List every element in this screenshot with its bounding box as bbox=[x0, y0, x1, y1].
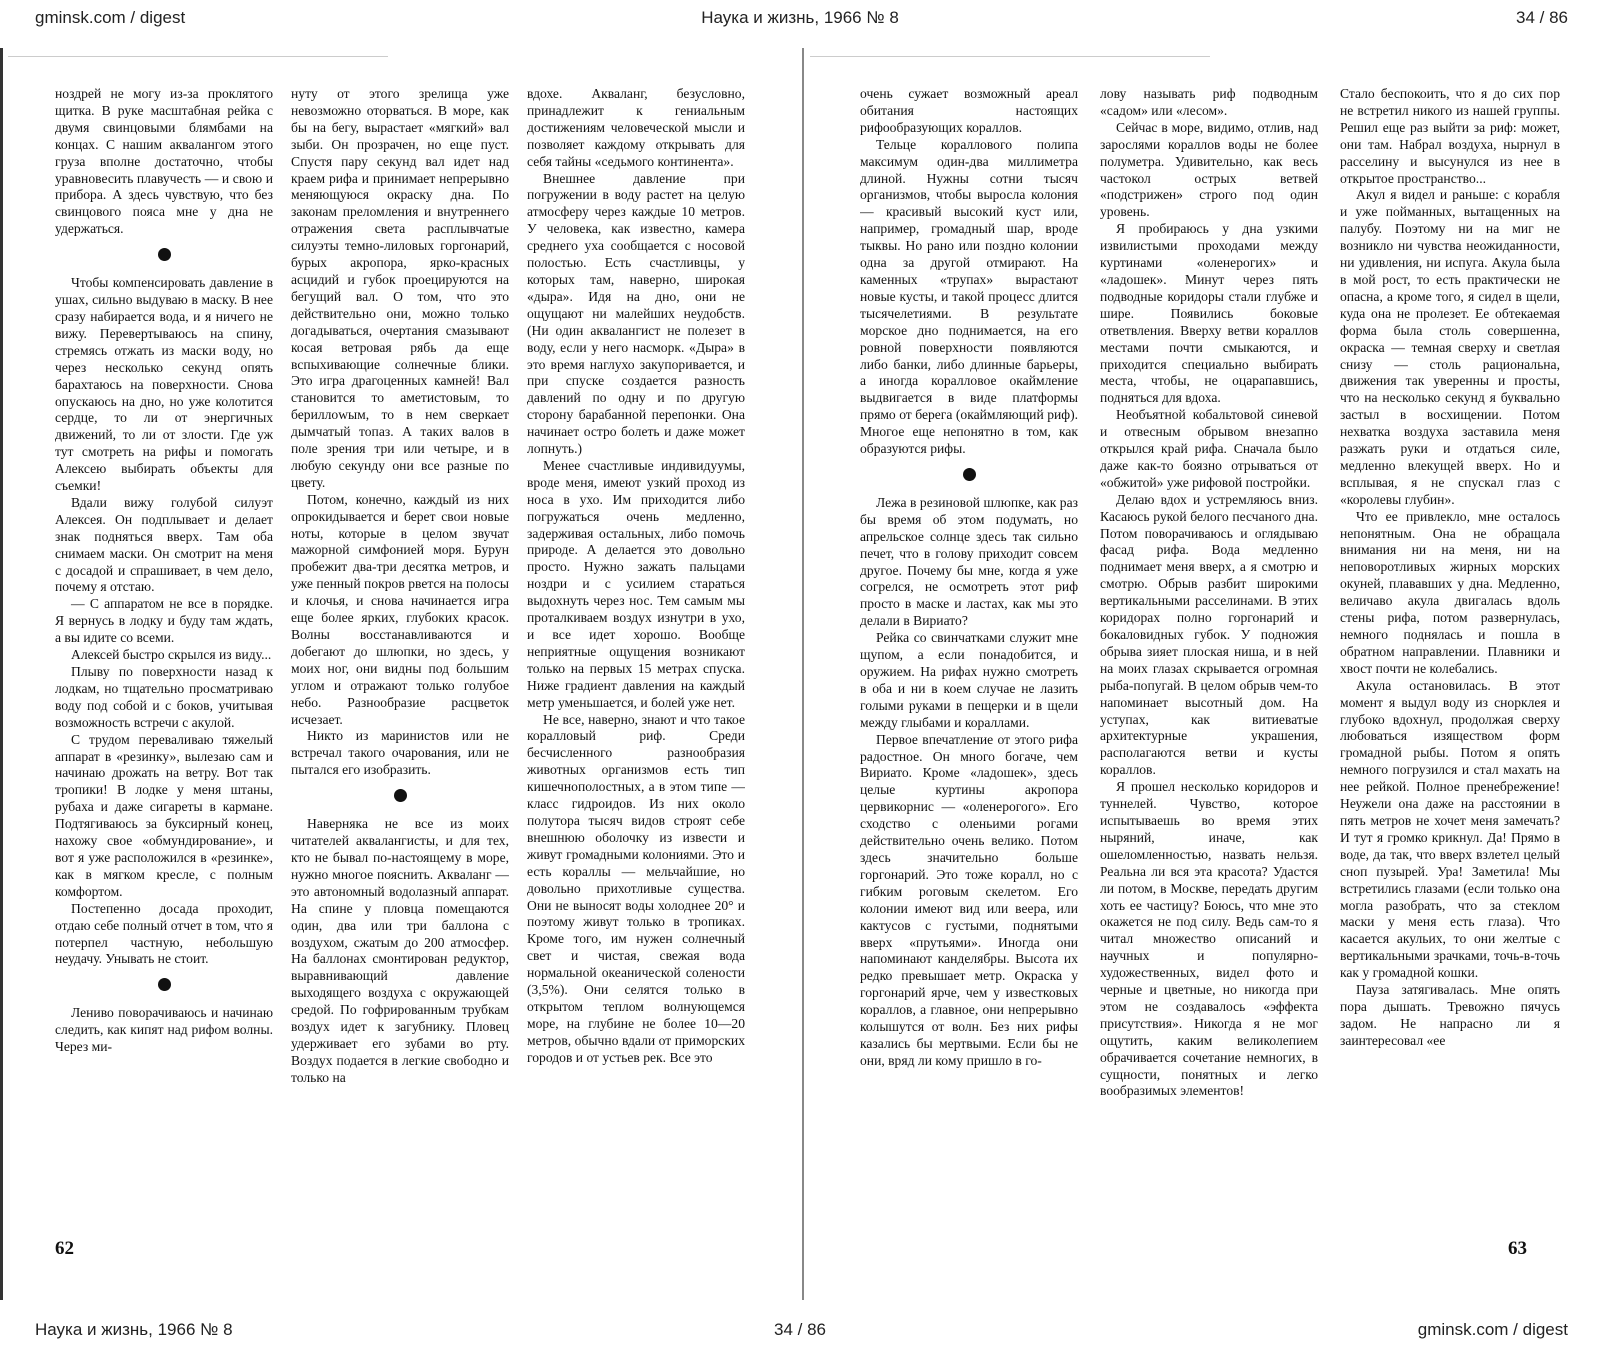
article-paragraph: Необъятной кобальтовой синевой и отвесным обрывом внезапно открылся край рифа. Сначала было даже как-то боязно отрываться от «обжитой» уже рифовой постройки. bbox=[1100, 407, 1318, 490]
article-paragraph: Лениво поворачиваюсь и начинаю следить, как кипят над рифом волны. Через ми- bbox=[55, 1005, 273, 1055]
article-paragraph: Тельце кораллового полипа максимум один-два миллиметра длиной. Нужны сотни тысяч организмов, чтобы выросла колония — красивый высокий куст или, например, громадный шар, вроде тыквы. Но рано или поздно колонии одна за другой отмирают. На каменных «трупах» вырастают новые кусты, и такой процесс длится тысячелетиями. В результате морское дно поднимается, на его ровной поверхности появляются либо банки, либо длинные барьеры, а иногда коралловое окаймление выдвигается в виде платформы прямо от берега (окаймляющий риф). Многое еще непонятно в том, как образуются рифы. bbox=[860, 136, 1078, 457]
section-bullet bbox=[963, 468, 976, 481]
header-site-link[interactable]: gminsk.com / digest bbox=[35, 8, 186, 27]
article-paragraph: Я прошел несколько коридоров и туннелей. Чувство, которое испытываешь во время этих ныряний, иначе, как ошеломленностью, назвать нельзя. Реальна ли вся эта красота? Удастся ли потом, в Москве, передать другим хоть ее частицу? Боюсь, что мне это окажется не под силу. Ведь сам-то я читал множество описаний и научных и популярно-художественных, видел фото и черные и цветные, но никогда при этом не создавалось «эффекта присутствия». Никогда я не мог ощутить, каким великолепием обрачивается сочетание немногих, в сущности, понятных и легко вообразимых элементов! bbox=[1100, 779, 1318, 1099]
footer-site-link[interactable]: gminsk.com / digest bbox=[1417, 1320, 1568, 1339]
section-bullet bbox=[158, 248, 171, 261]
article-paragraph: Менее счастливые индивидуумы, вроде меня, имеют узкий проход из носа в ухо. Им приходится либо погружаться очень медленно, задерживая остальных, либо помочь природе. А делается это довольно просто. Нужно зажать пальцами ноздри и с усилием стараться выдохнуть через нос. Тем самым мы проталкиваем воздух изнутри в ухо, и все идет хорошо. Вообще неприятные ощущения возникают только на первых 15 метрах спуска. Ниже градиент давления на каждый метр уменьшается, и болей уже нет. bbox=[527, 457, 745, 710]
article-paragraph: вдохе. Акваланг, безусловно, принадлежит к гениальным достижениям человеческой мысли и позволяет каждому открывать для себя тайны «седьмого континента». bbox=[527, 86, 745, 169]
article-paragraph: Плыву по поверхности назад к лодкам, но тщательно просматриваю воду под собой и с боков, учитывая возможность встречи с акулой. bbox=[55, 664, 273, 730]
article-paragraph: лову называть риф подводным «садом» или «лесом». bbox=[1100, 86, 1318, 118]
section-bullet bbox=[158, 978, 171, 991]
header-document-title: Наука и жизнь, 1966 № 8 bbox=[701, 8, 899, 27]
page-header bbox=[0, 0, 1600, 36]
article-paragraph: Первое впечатление от этого рифа радостное. Он много богаче, чем Вириато. Кроме «ладошек», здесь целые куртины акропора цервикорнис — «оленерогого». Его сходство с оленьими рогами действительно очень велико. Потом здесь значительно больше горгонарий. Это тоже коралл, но с гибким роговым скелетом. Его колонии имеют вид или веера, или кактусов с густыми, поднятыми вверх «прутьями». Иногда они напоминают канделябры. Высота их редко превышает метр. Окраска у горгонарий ярче, чем у известковых кораллов, а главное, они непрерывно колышутся от волн. Без них рифы казались бы мертвыми. Если бы не они, вряд ли кому пришло в го- bbox=[860, 731, 1078, 1068]
article-paragraph: Не все, наверно, знают и что такое коралловый риф. Среди бесчисленного разнообразия животных организмов есть тип кишечнополостных, а в этом типе — класс гидроидов. Из них около полутора тысяч видов строят себе внешнюю оболочку из извести и живут громадными колониями. Это и есть кораллы — мельчайшие, но довольно прихотливые существа. Они не выносят воды холоднее 20° и поэтому живут только в тропиках. Кроме того, им нужен солнечный свет и чистая, свежая вода нормальной океанической солености (3,5%). Они селятся только в открытом теплом волнующемся море, на глубине не более 10—20 метров, обычно вдали от приморских городов и от устьев рек. Все это bbox=[527, 711, 745, 1065]
right-page bbox=[860, 86, 1560, 1266]
section-bullet bbox=[394, 789, 407, 802]
article-paragraph: Чтобы компенсировать давление в ушах, сильно выдуваю в маску. В нее сразу набирается вода, и я ничего не вижу. Перевертываюсь на спину, стремясь отжать из маски воду, но через несколько секунд опять барахтаюсь на поверхности. Снова опускаюсь на дно, но уже колотится сердце, то ли от энергичных движений, то ли от злости. Где уж тут смотреть на рифы и помогать Алексею выбирать объекты для съемки! bbox=[55, 275, 273, 494]
article-paragraph: Алексей быстро скрылся из виду... bbox=[71, 647, 272, 663]
spread-fold bbox=[802, 48, 804, 1300]
left-page-number: 62 bbox=[55, 1238, 74, 1259]
left-page bbox=[55, 86, 745, 1266]
article-paragraph: Рейка со свинчатками служит мне щупом, а если понадобится, и оружием. На рифах нужно смотреть в оба и ни в коем случае не лазить голыми руками в пещерки и в щели между глыбами и кораллами. bbox=[860, 630, 1078, 730]
magazine-spread bbox=[0, 48, 1600, 1300]
article-paragraph: — С аппаратом не все в порядке. Я вернусь в лодку и буду там ждать, а вы идите со всеми. bbox=[55, 596, 273, 646]
left-page-edge bbox=[0, 48, 3, 1300]
article-paragraph: Внешнее давление при погружении в воду растет на целую атмосферу через каждые 10 метров. У человека, как известно, камера среднего уха сообщается с носовой полостью. Есть счастливцы, у которых там, наверно, широкая «дыра». Идя на дно, они не ощущают ни малейших неудобств. (Ни один аквалангист не полезет в воду, если у него насморк. «Дыра» в это время наглухо закупоривается, и при спуске создается разность давлений по одну и по другую сторону барабанной перепонки. Она начинает остро болеть и даже может лопнуть.) bbox=[527, 170, 745, 457]
footer-document-title: Наука и жизнь, 1966 № 8 bbox=[35, 1320, 233, 1339]
article-paragraph: Акул я видел и раньше: с корабля и уже пойманных, вытащенных на палубу. Поэтому ни на миг не возникло ни чувства неожиданности, ни удивления, ни испуга. Акула была в мой рост, то есть практически не опасна, а кроме того, я сидел в щели, куда она не пролезет. Ее обтекаемая форма была столь совершенна, окраска — темная сверху и светлая снизу — столь рациональна, движения так уверенны и просты, что на несколько секунд я буквально застыл в восхищении. Потом нехватка воздуха заставила меня разжать руки и отдаться силе, медленно влекущей вверх. Но и всплывая, я не спускал глаз с «королевы глубин». bbox=[1340, 187, 1560, 507]
article-paragraph: Постепенно досада проходит, отдаю себе полный отчет в том, что я потерпел частную, небольшую неудачу. Унывать не стоит. bbox=[55, 900, 273, 967]
right-page-top-rule bbox=[810, 56, 1210, 57]
article-paragraph: Делаю вдох и устремляюсь вниз. Касаюсь рукой белого песчаного дна. Потом поворачиваюсь и оглядываю фасад рифа. Вода медленно поднимает меня вверх, а я смотрю и смотрю. Обрыв разбит широкими вертикальными расселинами. В этих коридорах полно горгонарий и бокаловидных губок. У подножия обрыва зияет плоская ниша, и в ней на моих глазах скрывается огромная рыба-попугай. В целом обрыв чем-то напоминает высотный дом. На уступах, как витиеватые архитектурные украшения, располагаются ветви и кусты кораллов. bbox=[1100, 491, 1318, 778]
right-page-column-1 bbox=[860, 86, 1078, 1236]
right-page-number: 63 bbox=[1508, 1238, 1527, 1259]
left-page-column-2 bbox=[291, 86, 509, 1236]
article-paragraph: Сейчас в море, видимо, отлив, над зарослями кораллов воды не более полуметра. Удивительно, как весь частокол острых ветвей «подстрижен» строго под один уровень. bbox=[1100, 119, 1318, 220]
article-paragraph: ноздрей не могу из-за проклятого щитка. В руке масштабная рейка с двумя свинцовыми блямбами на концах. С нашим аквалангом этого груза вполне достаточно, чтобы уравновесить плавучесть — и свою и прибора. А здесь чувствую, что без свинцового пояса мне у дна не удержаться. bbox=[55, 86, 273, 237]
article-paragraph: Никто из маринистов или не встречал такого очарования, или не пытался его изобразить. bbox=[291, 728, 509, 778]
right-page-column-2 bbox=[1100, 86, 1318, 1236]
article-paragraph: Стало беспокоить, что я до сих пор не встретил никого из нашей группы. Решил еще раз выйти за риф: может, они там. Набрал воздуха, нырнул в расселину и высунулся из нее в открытое пространство... bbox=[1340, 86, 1560, 186]
footer-page-counter: 34 / 86 bbox=[774, 1320, 826, 1339]
left-page-top-rule bbox=[8, 56, 388, 57]
article-paragraph: Потом, конечно, каждый из них опрокидывается и берет свои новые ноты, которые в целом звучат мажорной симфонией моря. Бурун пробежит два-три десятка метров, и уже пенный покров рвется на полосы и клочья, и снова начинается игра еще более ярких, глубоких красок. Волны восстанавливаются и добегают до шлюпки, но здесь, у моих ног, они видны под большим углом и отражают только голубое небо. Разнообразие расцветок исчезает. bbox=[291, 491, 509, 727]
right-page-column-3 bbox=[1340, 86, 1560, 1236]
article-paragraph: Вдали вижу голубой силуэт Алексея. Он подплывает и делает знак подняться вверх. Там оба снимаем маски. Он смотрит на меня с досадой и спрашивает, в чем дело, почему я отстаю. bbox=[55, 494, 273, 595]
left-page-column-1 bbox=[55, 86, 273, 1236]
article-paragraph: Пауза затягивалась. Мне опять пора дышать. Тревожно пячусь задом. Не напрасно ли я заинтересовал «ее bbox=[1340, 982, 1560, 1048]
left-page-column-3 bbox=[527, 86, 745, 1236]
article-paragraph: Акула остановилась. В этот момент я выдул воду из снорклея и глубоко вдохнул, продолжая сверху любоваться изяществом форм громадной рыбы. Потом я опять немного погрузился и стал махать на нее рейкой. Полное пренебрежение! Неужели она даже на расстоянии в пять метров не хочет меня замечать? И тут я громко крикнул. Да! Прямо в воде, да так, что вверх взлетел целый сноп пузырей. Ура! Заметила! Мы встретились глазами (если только она могла разобрать, что за стеклом маски у меня есть глаза). Что касается акульих, то они желтые с вертикальными зрачками, точь-в-точь как у громадной кошки. bbox=[1340, 677, 1560, 981]
article-paragraph: Я пробираюсь у дна узкими извилистыми проходами между куртинами «оленерогих» и «ладошек». Минут через пять подводные коридоры стали глубже и шире. Появились боковые ответвления. Вверху ветви кораллов местами почти смыкаются, и приходится специально выбирать места, чтобы, не оцарапавшись, подняться для вдоха. bbox=[1100, 221, 1318, 406]
header-page-counter: 34 / 86 bbox=[1516, 8, 1568, 27]
article-paragraph: Что ее привлекло, мне осталось непонятным. Она не обращала внимания ни на меня, ни на неповоротливых жирных морских окуней, плававших у дна. Медленно, величаво акула двигалась вдоль стены рифа, потом развернулась, немного поднялась и пошла в обратном направлении. Плавники и хвост почти не колебались. bbox=[1340, 508, 1560, 676]
article-paragraph: Лежа в резиновой шлюпке, как раз бы время об этом подумать, но апрельское солнце здесь так сильно печет, что в голову приходит совсем другое. Почему бы мне, когда я уже согрелся, не осмотреть этот риф просто в маске и ластах, как мы это делали в Вириато? bbox=[860, 494, 1078, 629]
article-paragraph: очень сужает возможный ареал обитания настоящих рифообразующих кораллов. bbox=[860, 86, 1078, 135]
page-footer bbox=[0, 1312, 1600, 1348]
article-paragraph: С трудом переваливаю тяжелый аппарат в «резинку», вылезаю сам и начинаю дрожать на ветру. Вот так тропики! В лодке у меня штаны, рубаха и даже сигареты в кармане. Подтягиваюсь за буксирный конец, нахожу свое «обмундирование», и вот я уже расположился в «резинке», как в мягком кресле, с полным комфортом. bbox=[55, 731, 273, 899]
article-paragraph: нуту от этого зрелища уже невозможно оторваться. В море, как бы на бегу, вырастает «мягкий» вал зыби. Он прозрачен, но еще пуст. Спустя пару секунд вал идет над краем рифа и принимает непрерывно меняющуюся окраску дна. По законам преломления и внутреннего отражения света расплывчатые силуэты темно-лиловых горгонарий, бурых акропора, ярко-красных асцидий и губок проецируются на бегущий вал. О том, что это действительно они, можно только догадываться, очертания смазывают косая ветровая рябь да еще вспыхивающие солнечные блики. Это игра драгоценных камней! Вал становится то аметистовым, то бериллowым, то в нем сверкает дымчатый топаз. А таких валов в поле зрения три или четыре, и в любую секунду они все разные по цвету. bbox=[291, 86, 509, 490]
article-paragraph: Наверняка не все из моих читателей аквалангисты, и для тех, кто не бывал по-настоящему в море, нужно многое пояснить. Акваланг — это автономный водолазный аппарат. На спине у пловца помещаются один, два или три баллона с воздухом, сжатым до 200 атмосфер. На баллонах смонтирован редуктор, выравнивающий давление выходящего воздуха с окружающей средой. По гофрированным трубкам воздух идет к загубнику. Пловец удерживает его зубами во рту. Воздух подается в легкие свободно и только на bbox=[291, 816, 509, 1085]
